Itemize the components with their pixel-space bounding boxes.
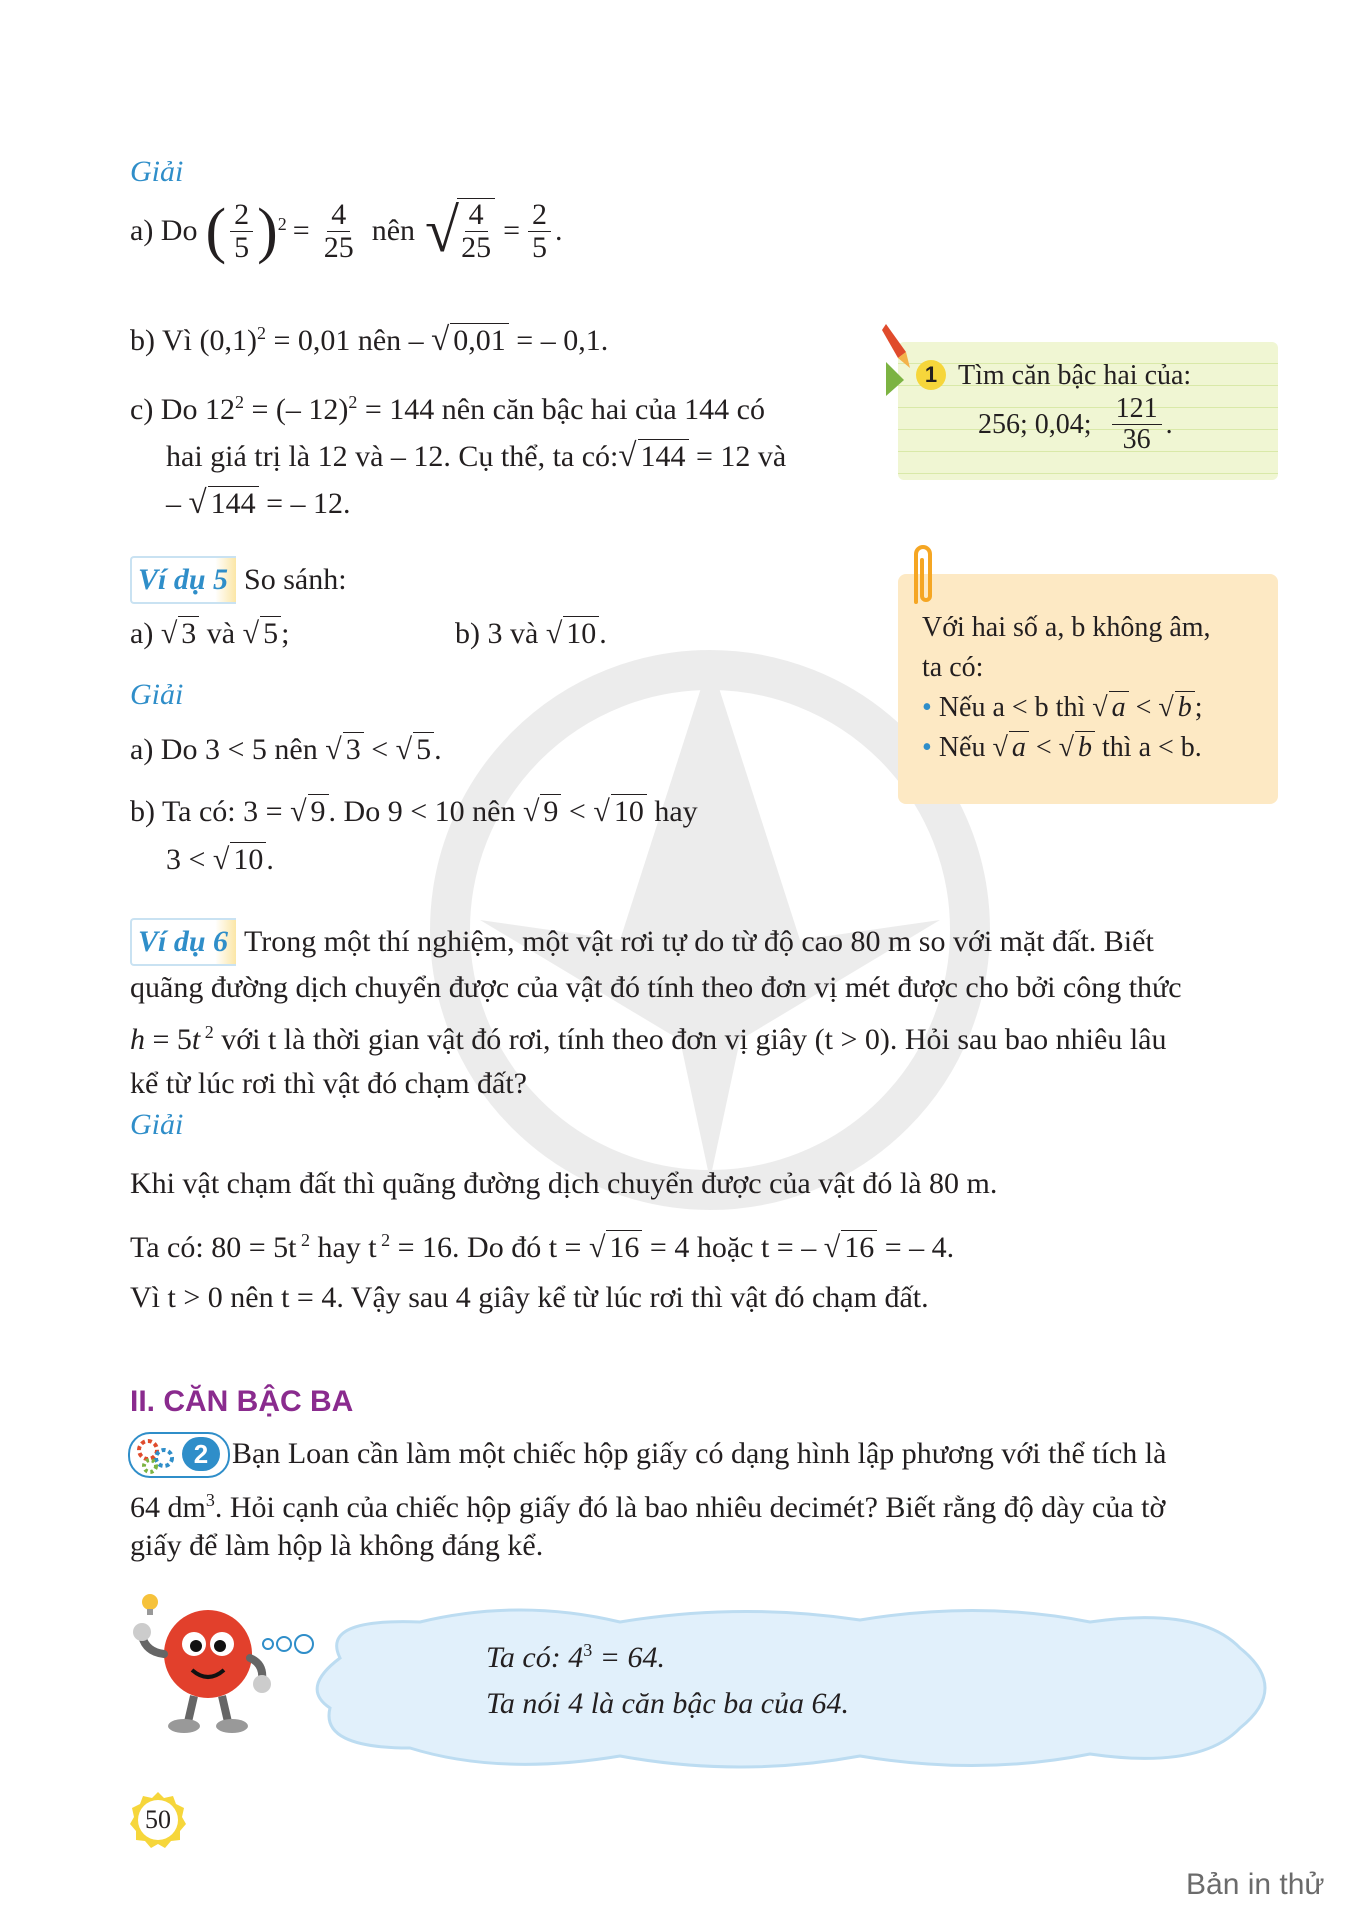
activity-line2: 64 $dm^3$. Hỏi cạnh của chiếc hộp giấy đó là bao nhiêu decimét? Biết rằng độ dày của tờ — [130, 1490, 1166, 1524]
example6-tag: Ví dụ 6 — [130, 918, 236, 966]
example5-part-b: b) 3 và √ 10 . — [455, 617, 607, 650]
practice-prompt: Tìm căn bậc hai của: — [958, 360, 1192, 391]
thought-line2: Ta nói 4 là căn bậc ba của 64. — [486, 1687, 850, 1720]
solution-part-c: c) Do $12^2$ = (– 12)$^2$ = 144 nên căn bậc hai của 144 có hai giá trị là 12 và – 12. Cụ thể, ta có:√ 144 = 12 và – √ 144 = – 12. — [130, 392, 787, 521]
example5-solution-a: a) Do 3 < 5 nên √ 3 < √ 5 . — [130, 733, 442, 766]
section-heading: II. CĂN BẬC BA — [130, 1385, 354, 1418]
gears-icon — [134, 1436, 178, 1474]
activity-line3: giấy để làm hộp là không đáng kể. — [130, 1529, 544, 1562]
practice-values: 256; 0,04; $\frac{121}{36}$ . — [978, 393, 1173, 455]
note-content: Với hai số a, b không âm, ta có: • Nếu a < b thì √ a < √ b ; • Nếu √ a < √ b thì a < b. — [922, 612, 1211, 763]
mascot-icon — [128, 1592, 328, 1742]
solution-part-b: b) Vì $(0,1)^2 = 0,01$ nên – √ 0,01 = – 0,1. — [130, 322, 609, 358]
example5-part-a: a) √ 3 và √ 5 ; — [130, 617, 290, 650]
example5-tag: Ví dụ 5 — [130, 556, 236, 604]
draft-watermark-text: Bản in thử — [1186, 1868, 1325, 1901]
solution-part-a: a) Do ( $\frac{2}{5}$ ) $^2$ = $\frac{4}{25}$ nên √ $\frac{4}{25}$ = $\frac{2}{5}$ . — [130, 197, 563, 265]
activity-line1: Bạn Loan cần làm một chiếc hộp giấy có dạng hình lập phương với thể tích là — [232, 1437, 1167, 1470]
example6-solution-line1: Khi vật chạm đất thì quãng đường dịch chuyển được của vật đó là 80 m. — [130, 1167, 998, 1200]
example5-solution-b: b) Ta có: 3 = √ 9 . Do 9 < 10 nên √ 9 < √ 10 hay 3 < √ 10 . — [130, 795, 698, 876]
solution-label: Giải — [130, 155, 184, 188]
practice-number-badge: 1 — [916, 360, 946, 390]
example6-body: Ví dụ 6 Trong một thí nghiệm, một vật rơi tự do từ độ cao 80 m so với mặt đất. Biết quãng đường dịch chuyển được của vật đó tính theo đơn vị mét được cho bởi công thức h = 5t $^2$ với t là thời gian vật đó rơi, tính theo đơn vị giây (t > 0). Hỏi sau bao nhiêu lâu kể từ lúc rơi thì vật đó chạm đất? — [130, 918, 1280, 1106]
paperclip-icon — [906, 540, 940, 608]
example6-solution-line2: Ta có: 80 = 5t $^2$ hay t $^2$ = 16. Do đó t = √ 16 = 4 hoặc t = – √ 16 = – 4. — [130, 1230, 955, 1264]
example6-solution-label: Giải — [130, 1108, 184, 1141]
activity-badge — [128, 1432, 230, 1478]
activity-number: 2 — [182, 1437, 220, 1471]
example5-solution-label: Giải — [130, 678, 184, 711]
example6-solution-line3: Vì t > 0 nên t = 4. Vậy sau 4 giây kể từ lúc rơi thì vật đó chạm đất. — [130, 1281, 929, 1314]
example5-header: Ví dụ 5 So sánh: — [130, 556, 347, 604]
page-number: 50 — [145, 1805, 171, 1834]
thought-line1: Ta có: $4^3 = 64$. — [486, 1640, 665, 1674]
